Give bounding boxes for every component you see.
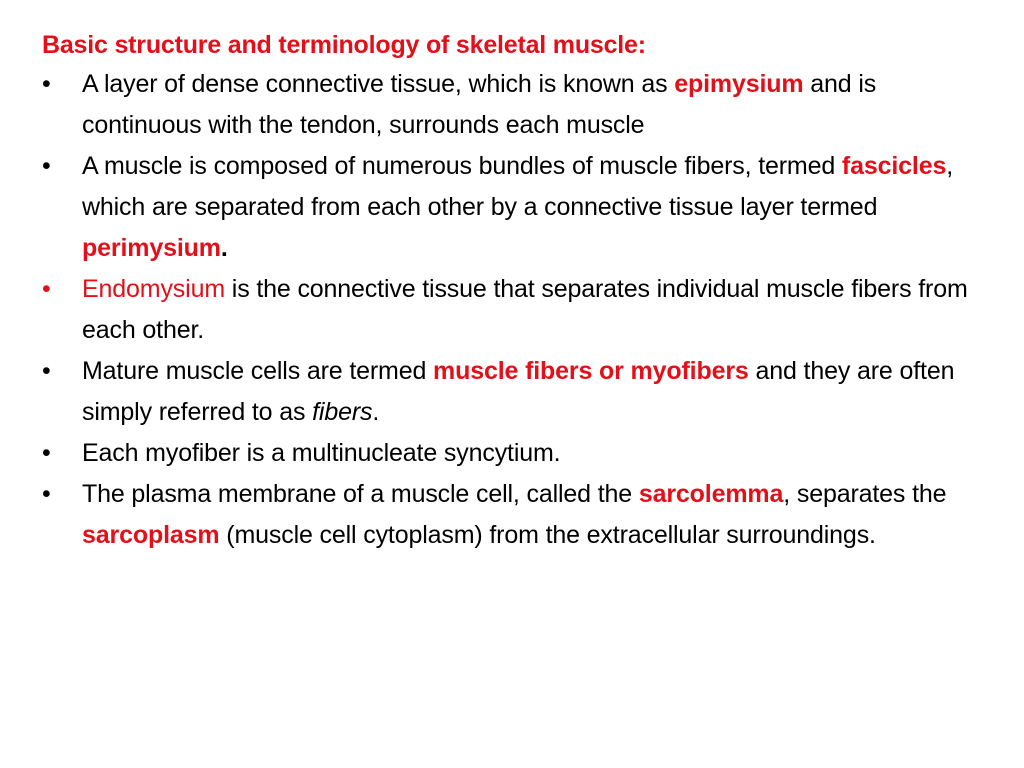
term-endomysium: Endomysium: [82, 275, 225, 303]
bullet-text: The plasma membrane of a muscle cell, called the: [82, 480, 639, 508]
slide-heading: Basic structure and terminology of skeletal muscle:: [42, 31, 646, 59]
term-fibers: fibers: [312, 398, 373, 426]
bullet-text: (muscle cell cytoplasm) from the extracellular surroundings.: [219, 521, 876, 549]
term-sarcoplasm: sarcoplasm: [82, 521, 220, 549]
bullet-text: is the connective tissue that separates individual muscle fibers from each other.: [82, 275, 968, 344]
bullet-item-fascicles: [42, 146, 992, 269]
bullet-icon: •: [42, 357, 51, 385]
bullet-text: and they are often simply referred to as: [82, 357, 955, 426]
bullet-icon: •: [42, 275, 51, 303]
term-fascicles: fascicles: [841, 152, 947, 180]
bullet-icon: •: [42, 70, 51, 98]
bullet-text: .: [372, 398, 380, 426]
bullet-text: , separates the: [783, 480, 947, 508]
term-perimysium: perimysium: [82, 234, 221, 262]
bullet-text: , which are separated from each other by a connective tissue layer termed: [82, 152, 953, 221]
bullet-text: Mature muscle cells are termed: [82, 357, 434, 385]
bullet-text: .: [220, 234, 228, 262]
term-sarcolemma: sarcolemma: [638, 480, 784, 508]
bullet-list: [42, 64, 992, 556]
bullet-text: A layer of dense connective tissue, which is known as: [82, 70, 675, 98]
bullet-item-endomysium: [42, 269, 992, 351]
bullet-icon: •: [42, 152, 51, 180]
bullet-icon: •: [42, 480, 51, 508]
bullet-text: A muscle is composed of numerous bundles of muscle fibers, termed: [82, 152, 842, 180]
bullet-item-syncytium: [42, 433, 992, 474]
term-epimysium: epimysium: [674, 70, 804, 98]
bullet-text: Each myofiber is a multinucleate syncytium.: [82, 439, 561, 467]
term-myofibers: muscle fibers or myofibers: [433, 357, 749, 385]
bullet-item-myofibers: [42, 351, 992, 433]
slide-content: [42, 26, 992, 556]
bullet-text: and is continuous with the tendon, surrounds each muscle: [82, 70, 877, 139]
bullet-icon: •: [42, 439, 51, 467]
bullet-item-epimysium: [42, 64, 992, 146]
bullet-item-sarcolemma: [42, 474, 992, 556]
